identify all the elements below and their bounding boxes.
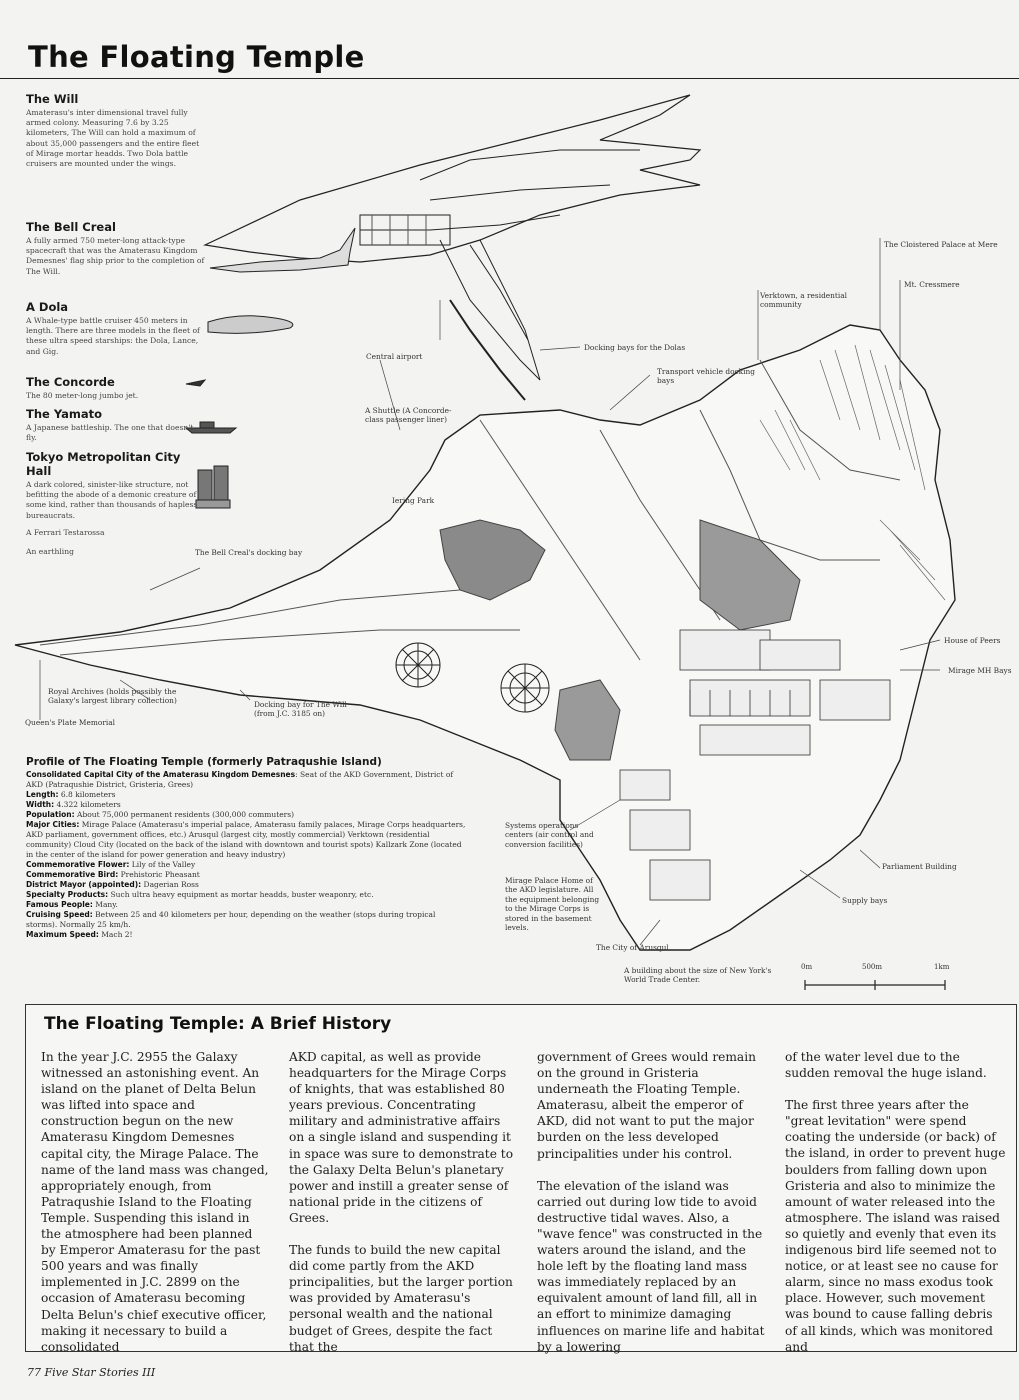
dola-drawing bbox=[208, 316, 293, 334]
sidebar-earthling bbox=[26, 539, 206, 558]
label-verktown: Verktown, a residential community bbox=[760, 291, 848, 310]
sidebar-heading: A Dola bbox=[26, 300, 69, 314]
profile-heading: Profile of The Floating Temple (formerly Patraqushie Island) bbox=[26, 756, 382, 768]
label-systems-ops: Systems operations centers (air control and conversion facilities) bbox=[505, 821, 594, 849]
sidebar-ferrari bbox=[26, 520, 206, 539]
label-queens-memorial: Queen's Plate Memorial bbox=[25, 718, 116, 727]
label-wtc: A building about the size of New York's World Trade Center. bbox=[624, 966, 772, 985]
profile-block bbox=[26, 756, 466, 940]
sidebar-the-will bbox=[26, 92, 206, 169]
sidebar-concorde bbox=[26, 375, 206, 401]
page-footer: 77 Five Star Stories III bbox=[27, 1366, 156, 1379]
label-city-arusqul: The City of Arusqul bbox=[596, 943, 669, 952]
label-cloistered-palace: The Cloistered Palace at Mere bbox=[884, 240, 998, 249]
docking-circle-2 bbox=[501, 664, 549, 712]
label-transport-bays: Transport vehicle docking bays bbox=[657, 367, 756, 386]
title-rule bbox=[0, 78, 1019, 79]
scale-0: 0m bbox=[801, 963, 813, 971]
sidebar-heading: The Yamato bbox=[26, 407, 103, 421]
label-mt-cressmere: Mt. Cressmere bbox=[904, 280, 960, 289]
bell-creal-drawing bbox=[210, 228, 355, 272]
sidebar-text: A Whale-type battle cruiser 450 meters in length. There are three models in the fleet of these ultra speed starships: the Dola, Lance, and Gig. bbox=[26, 316, 200, 356]
profile-row: Commemorative Bird: Prehistoric Pheasant bbox=[26, 870, 200, 879]
sidebar-text: A Japanese battleship. The one that doesn't fly. bbox=[26, 423, 194, 443]
paragraph: The elevation of the island was carried out during low tide to avoid destructive tidal waves. Also, a "wave fence" was constructed in the waters around the island, and the hole left by the floating land mass was immediately replaced by an equivalent amount of land fill, all in an effort to minimize damaging influences on marine life and habitat by a lowering bbox=[537, 1178, 765, 1354]
the-will-ship-drawing bbox=[205, 95, 700, 380]
earthling-label: An earthling bbox=[26, 547, 74, 556]
label-central-airport: Central airport bbox=[366, 352, 423, 361]
history-title: The Floating Temple: A Brief History bbox=[44, 1014, 392, 1034]
sidebar-text: Amaterasu's inter dimensional travel fully armed colony. Measuring 7.6 by 3.25 kilometers, The Will can hold a maximum of about 35,000 passengers and the entire fleet of Mirage mortar headds. Two Dola battle cruisers are mounted under the wings. bbox=[26, 108, 200, 169]
sidebar-text: A dark colored, sinister-like structure, not befitting the abode of a demonic creature of some kind, rather than thousands of hapless bureaucrats. bbox=[26, 480, 198, 520]
label-parliament: Parliament Building bbox=[882, 862, 957, 871]
sidebar-text: The 80 meter-long jumbo jet. bbox=[26, 391, 139, 400]
profile-row: Maximum Speed: Mach 2! bbox=[26, 930, 133, 939]
label-mirage-palace: Mirage Palace Home of the AKD legislature. All the equipment belonging to the Mirage Corps is stored in the basement levels. bbox=[505, 876, 600, 933]
page-title: The Floating Temple bbox=[28, 40, 365, 74]
sidebar-heading: The Bell Creal bbox=[26, 220, 116, 234]
profile-row: Cruising Speed: Between 25 and 40 kilometers per hour, depending on the weather (stops during tropical storms). Normally 25 km/h. bbox=[26, 910, 436, 929]
history-column-3 bbox=[537, 1049, 765, 1371]
sidebar-heading: The Concorde bbox=[26, 375, 115, 389]
paragraph: of the water level due to the sudden removal the huge island. bbox=[785, 1050, 987, 1081]
label-house-of-peers: House of Peers bbox=[944, 636, 1001, 645]
label-supply-bays: Supply bays bbox=[842, 896, 888, 905]
profile-row: Consolidated Capital City of the Amaterasu Kingdom Demesnes: Seat of the AKD Government, District of AKD (Patraqushie District, Gristeria, Grees) bbox=[26, 770, 454, 789]
scale-500: 500m bbox=[862, 963, 882, 971]
docking-circle-1 bbox=[396, 643, 440, 687]
scale-bar bbox=[805, 980, 945, 990]
label-shuttle: A Shuttle (A Concorde-class passenger liner) bbox=[365, 406, 452, 425]
history-box bbox=[25, 1004, 1017, 1352]
label-royal-archives: Royal Archives (holds possibly the Galaxy's largest library collection) bbox=[48, 687, 177, 706]
sidebar-dola bbox=[26, 300, 206, 357]
label-bell-creal-dock: The Bell Creal's docking bay bbox=[195, 548, 303, 557]
ferrari-label: A Ferrari Testarossa bbox=[26, 528, 105, 537]
profile-row: Major Cities: Mirage Palace (Amaterasu's imperial palace, Amaterasu family palaces, Mirage Corps headquarters, AKD parliament, government offices, etc.) Arusqul (largest city, mostly commercial) Verktown (residential community) Cloud City (located on the back of the island with downtown and tourist spots) Kallzark Zone (located in the center of the island for power generation and heavy industry) bbox=[26, 820, 466, 859]
label-docking-dolas: Docking bays for the Dolas bbox=[584, 343, 686, 352]
profile-row: Width: 4.322 kilometers bbox=[26, 800, 121, 809]
label-iering-park: Iering Park bbox=[392, 496, 435, 505]
profile-row: Population: About 75,000 permanent residents (300,000 commuters) bbox=[26, 810, 295, 819]
profile-row: Specialty Products: Such ultra heavy equipment as mortar headds, buster weaponry, etc. bbox=[26, 890, 374, 899]
paragraph: The first three years after the "great levitation" were spend coating the underside (or back) of the island, in order to prevent huge boulders from falling down upon Gristeria and also to minimize the amount of water released into the atmosphere. The island was raised so quietly and evenly that even its indigenous bird life seemed not to notice, or at least see no cause for alarm, since no mass exodus took place. However, such movement was bound to cause falling debris of all kinds, which was monitored and bbox=[785, 1098, 1006, 1354]
sidebar-tokyo-city-hall bbox=[26, 450, 206, 521]
paragraph: In the year J.C. 2955 the Galaxy witnessed an astonishing event. An island on the planet of Delta Belun was lifted into space and construction begun on the new Amaterasu Kingdom Demesnes capital city, the Mirage Palace. The name of the land mass was changed, appropriately enough, from Patraqushie Island to the Floating Temple. Suspending this island in the atmosphere had been planned by Emperor Amaterasu for the past 500 years and was finally implemented in J.C. 2899 on the occasion of Amaterasu becoming Delta Belun's chief executive officer, making it necessary to build a consolidated bbox=[41, 1050, 269, 1354]
paragraph: AKD capital, as well as provide headquarters for the Mirage Corps of knights, that was established 80 years previous. Concentrating military and administrative affairs on a single island and suspending it in space was sure to demonstrate to the Galaxy Delta Belun's planetary power and instill a greater sense of national pride in the citizens of Grees. bbox=[289, 1050, 514, 1225]
sidebar-yamato bbox=[26, 407, 206, 443]
sidebar-heading: The Will bbox=[26, 92, 79, 106]
profile-row: Length: 6.8 kilometers bbox=[26, 790, 116, 799]
sidebar-heading: Tokyo Metropolitan City Hall bbox=[26, 450, 181, 478]
label-docking-will: Docking bay for The Will (from J.C. 3185 on) bbox=[254, 700, 347, 719]
sidebar-text: A fully armed 750 meter-long attack-type spacecraft that was the Amaterasu Kingdom Demesnes' flag ship prior to the completion of The Will. bbox=[26, 236, 205, 276]
label-mirage-bays: Mirage MH Bays bbox=[948, 666, 1012, 675]
profile-row: Famous People: Many. bbox=[26, 900, 118, 909]
paragraph: The funds to build the new capital did come partly from the AKD principalities, but the larger portion was provided by Amaterasu's personal wealth and the national budget of Grees, despite the fact that the bbox=[289, 1243, 513, 1354]
scale-1km: 1km bbox=[934, 963, 950, 971]
history-column-1 bbox=[41, 1049, 269, 1371]
history-column-2 bbox=[289, 1049, 517, 1371]
history-column-4 bbox=[785, 1049, 1007, 1371]
paragraph: government of Grees would remain on the ground in Gristeria underneath the Floating Temple. Amaterasu, albeit the emperor of AKD, did not want to put the major burden on the less developed principalities under his control. bbox=[537, 1050, 756, 1161]
profile-row: Commemorative Flower: Lily of the Valley bbox=[26, 860, 196, 869]
sidebar-bell-creal bbox=[26, 220, 206, 277]
profile-row: District Mayor (appointed): Dagerian Ross bbox=[26, 880, 199, 889]
